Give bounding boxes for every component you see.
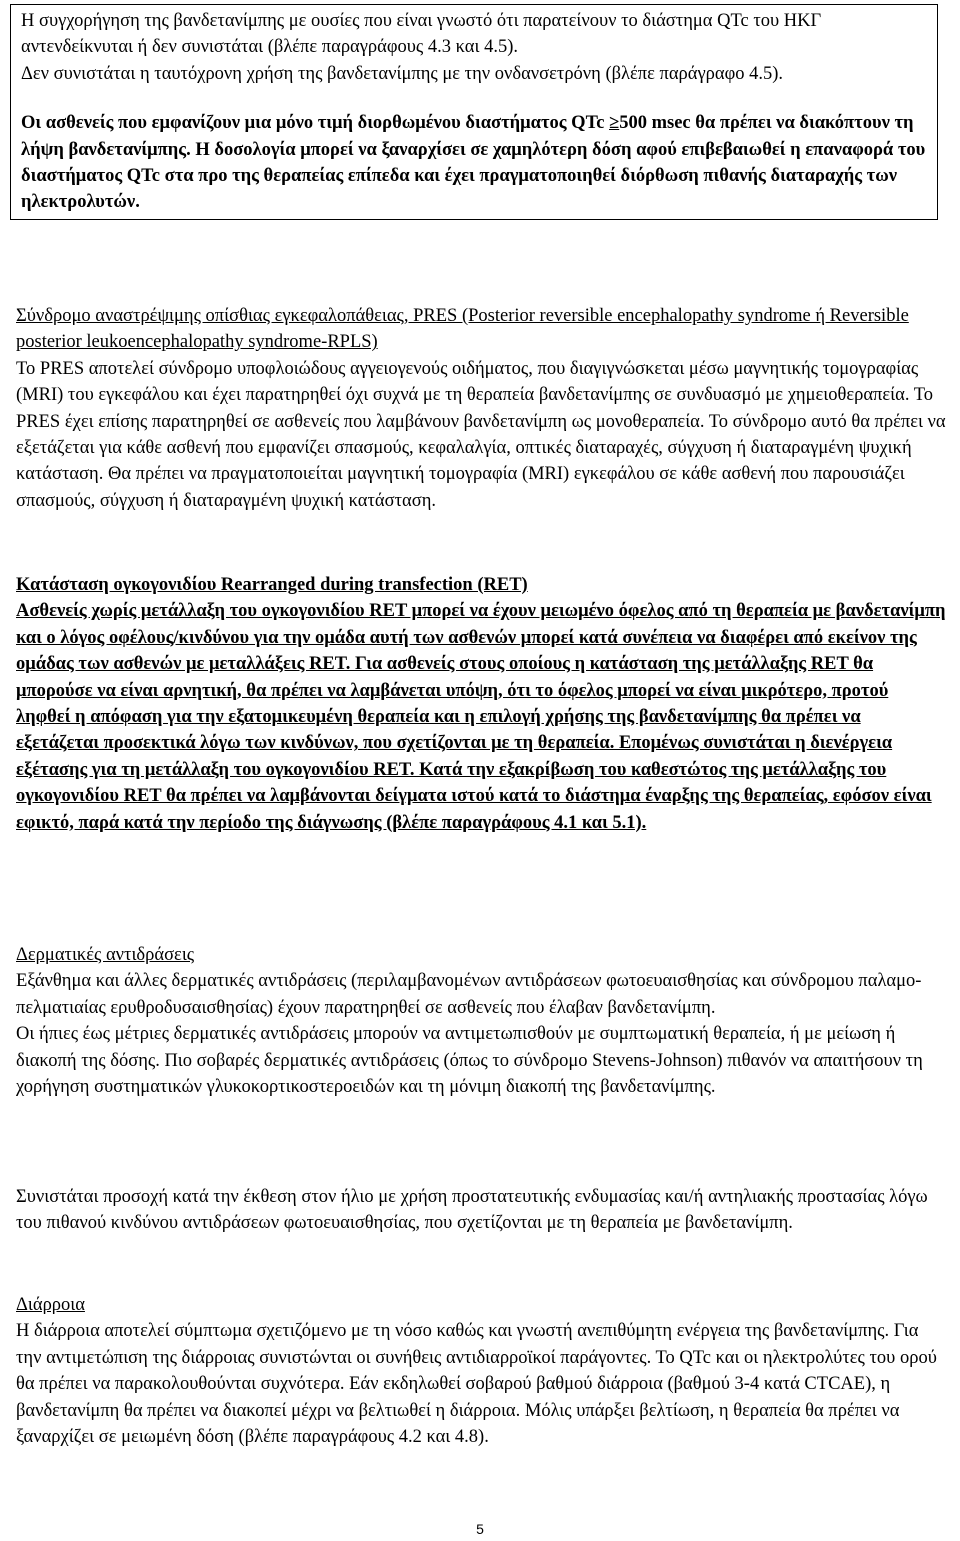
skin-paragraph-3: Συνιστάται προσοχή κατά την έκθεση στον ήλιο με χρήση προστατευτικής ενδυμασίας και/ή αντηλιακής προστασίας λόγω του πιθανού κινδύνου αντιδράσεων φωτοευαισθησίας, που σχετίζονται με τη θεραπεία με βανδετανίμπη. xyxy=(16,1187,928,1234)
qtc-paragraph-3 xyxy=(21,110,937,216)
skin-paragraph-1: Εξάνθημα και άλλες δερματικές αντιδράσεις (περιλαμβανομένων αντιδράσεων φωτοευαισθησίας και σύνδρομου παλαμο-πελματιαίας ερυθροδυσαισθησίας) έχουν παρατηρηθεί σε ασθενείς που έλαβαν βανδετανίμπη. xyxy=(16,971,922,1018)
ret-body: Ασθενείς χωρίς μετάλλαξη του ογκογονιδίου RET μπορεί να έχουν μειωμένο όφελος από τη θεραπεία με βανδετανίμπη και ο λόγος οφέλους/κινδύνου για την ομάδα αυτή των ασθενών μπορεί κατά συνέπεια να διαφέρει από εκείνον της ομάδας των ασθενών με μεταλλάξεις RET. Για ασθενείς στους οποίους η κατάσταση της μετάλλαξης RET θα μπορούσε να είναι αρνητική, θα πρέπει να λαμβάνεται υπόψη, ότι το όφελος μπορεί να είναι μικρότερο, προτού ληφθεί η απόφαση για την εξατομικευμένη θεραπεία και η επιλογή χρήσης της βανδετανίμπης θα πρέπει να εξετάζεται προσεκτικά λόγω των κινδύνων, που σχετίζονται με τη θεραπεία. Επομένως συνιστάται η διενέργεια εξέτασης για τη μετάλλαξη του ογκογονιδίου RET. Κατά την εξακρίβωση του καθεστώτος της μετάλλαξης του ογκογονιδίου RET θα πρέπει να λαμβάνονται δείγματα ιστού κατά το διάστημα έναρξης της θεραπείας, εφόσον είναι εφικτό, παρά κατά την περίοδο της διάγνωσης (βλέπε παραγράφους 4.1 και 5.1). xyxy=(16,601,946,833)
sun-exposure-section xyxy=(16,1184,946,1237)
qtc-spacer xyxy=(21,87,937,110)
skin-reactions-section xyxy=(16,942,946,1100)
greater-or-equal-symbol: ≥ xyxy=(609,113,620,134)
diarrhoea-heading: Διάρροια xyxy=(16,1295,85,1315)
qtc-paragraph-2: Δεν συνιστάται η ταυτόχρονη χρήση της βανδετανίμπης με την ονδανσετρόνη (βλέπε παράγραφο 4.5). xyxy=(21,63,784,84)
skin-heading: Δερματικές αντιδράσεις xyxy=(16,945,195,965)
skin-paragraph-2: Οι ήπιες έως μέτριες δερματικές αντιδράσεις μπορούν να αντιμετωπισθούν με συμπτωματική θεραπεία, ή με μείωση ή διακοπή της δόσης. Πιο σοβαρές δερματικές αντιδράσεις (όπως το σύνδρομο Stevens-Johnson) πιθανόν να απαιτήσουν τη χορήγηση συστηματικών γλυκοκορτικοστεροειδών και τη μόνιμη διακοπή της βανδετανίμπης. xyxy=(16,1024,923,1098)
pres-body: Το PRES αποτελεί σύνδρομο υποφλοιώδους αγγειογενούς οιδήματος, που διαγιγνώσκεται μέσω μαγνητικής τομογραφίας (MRI) του εγκεφάλου και έχει παρατηρηθεί όχι συχνά με τη θεραπεία βανδετανίμπης σε συνδυασμό με χημειοθεραπεία. Το PRES έχει επίσης παρατηρηθεί σε ασθενείς που λαμβάνουν βανδετανίμπη ως μονοθεραπεία. Το σύνδρομο αυτό θα πρέπει να εξετάζεται για κάθε ασθενή που εμφανίζει σπασμούς, κεφαλαλγία, οπτικές διαταραχές, σύγχυση ή διαταραγμένη ψυχική κατάσταση. Θα πρέπει να πραγματοποιείται μαγνητική τομογραφία (MRI) εγκεφάλου σε κάθε ασθενή που παρουσιάζει σπασμούς, σύγχυση ή διαταραγμένη ψυχική κατάσταση. xyxy=(16,358,946,511)
diarrhoea-section xyxy=(16,1292,946,1450)
diarrhoea-body: Η διάρροια αποτελεί σύμπτωμα σχετιζόμενο με τη νόσο καθώς και γνωστή ανεπιθύμητη ενέργεια της βανδετανίμπης. Για την αντιμετώπιση της διάρροιας συνιστώνται οι συνήθεις αντιδιαρροϊκοί παράγοντες. Το QTc και οι ηλεκτρολύτες του ορού θα πρέπει να παρακολουθούνται συχνότερα. Εάν εκδηλωθεί σοβαρού βαθμού διάρροια (βαθμού 3-4 κατά CTCAE), η βανδετανίμπη θα πρέπει να διακοπεί μέχρι να βελτιωθεί η διάρροια. Μόλις υπάρξει βελτίωση, η θεραπεία θα πρέπει να ξαναρχίζει σε μειωμένη δόση (βλέπε παραγράφους 4.2 και 4.8). xyxy=(16,1321,937,1448)
pres-section xyxy=(16,303,946,514)
qtc-paragraph-3-end: 500 msec θα πρέπει να διακόπτουν τη λήψη βανδετανίμπης. Η δοσολογία μπορεί να ξαναρχίσει σε χαμηλότερη δόση αφού επιβεβαιωθεί η επαναφορά του διαστήματος QTc στα προ της θεραπείας επίπεδα και έχει πραγματοποιηθεί διόρθωση πιθανής διαταραχής των ηλεκτρολυτών. xyxy=(21,113,926,213)
qtc-paragraph-1: Η συγχορήγηση της βανδετανίμπης με ουσίες που είναι γνωστό ότι παρατείνουν το διάστημα QTc του ΗΚΓ αντενδείκνυται ή δεν συνιστάται (βλέπε παραγράφους 4.3 και 4.5). xyxy=(21,11,822,58)
qtc-warning-box xyxy=(10,4,938,220)
pres-heading: Σύνδρομο αναστρέψιμης οπίσθιας εγκεφαλοπάθειας, PRES (Posterior reversible encephalopathy syndrome ή Reversible posterior leukoencephalopathy syndrome-RPLS) xyxy=(16,306,909,353)
qtc-paragraph-3-start: Οι ασθενείς που εμφανίζουν μια μόνο τιμή διορθωμένου διαστήματος QTc xyxy=(21,113,610,134)
page-number: 5 xyxy=(476,1521,484,1537)
ret-heading: Κατάσταση ογκογονιδίου Rearranged during transfection (RET) xyxy=(16,575,528,595)
ret-section xyxy=(16,572,946,836)
